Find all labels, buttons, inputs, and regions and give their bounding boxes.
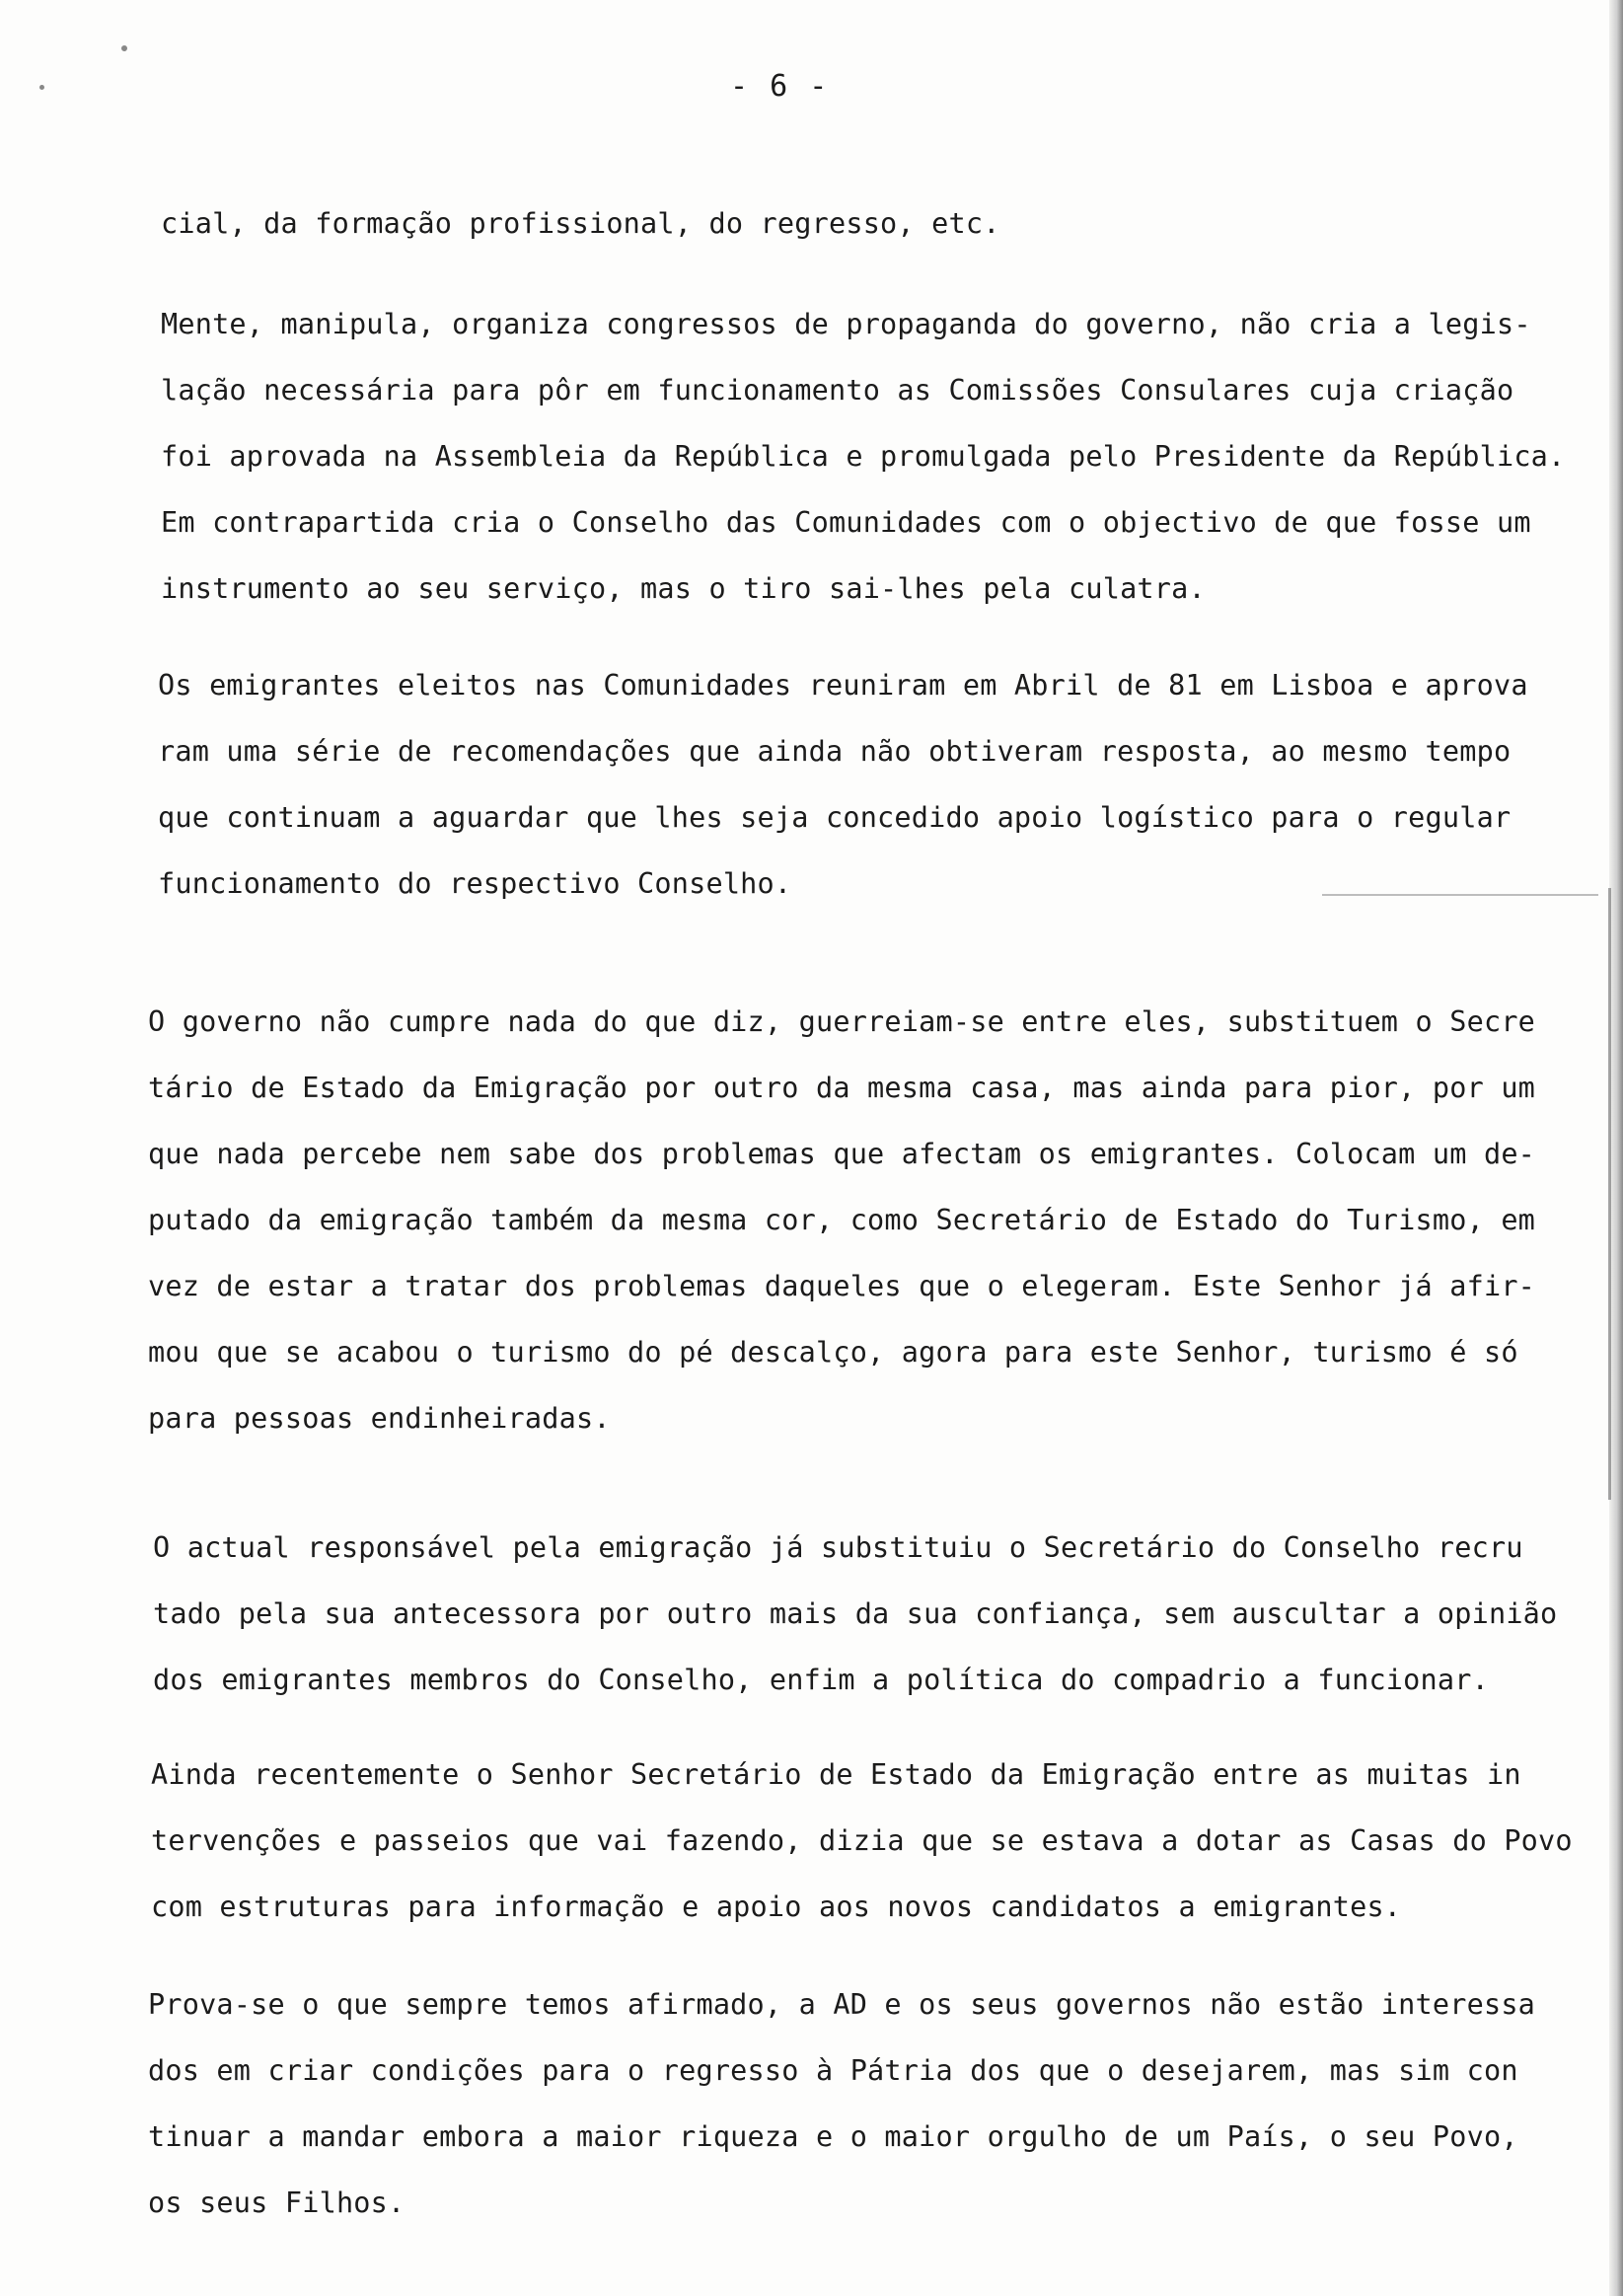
text-line: mou que se acabou o turismo do pé descalço, agora para este Senhor, turismo é só	[148, 1336, 1518, 1369]
text-line: ram uma série de recomendações que ainda não obtiveram resposta, ao mesmo tempo	[158, 735, 1512, 768]
text-line: tervenções e passeios que vai fazendo, dizia que se estava a dotar as Casas do Povo	[151, 1824, 1573, 1857]
scan-speck	[121, 45, 127, 51]
text-line: O actual responsável pela emigração já substituiu o Secretário do Conselho recru	[153, 1531, 1523, 1564]
paragraph	[161, 190, 1000, 257]
text-line: os seus Filhos.	[148, 2186, 406, 2219]
text-line: que continuam a aguardar que lhes seja concedido apoio logístico para o regular	[158, 801, 1512, 834]
paragraph	[148, 989, 1535, 1451]
text-line: Prova-se o que sempre temos afirmado, a AD e os seus governos não estão interessa	[148, 1988, 1536, 2021]
text-line: dos em criar condições para o regresso à Pátria dos que o desejarem, mas sim con	[148, 2054, 1518, 2087]
text-line: cial, da formação profissional, do regresso, etc.	[161, 207, 1000, 240]
text-line: putado da emigração também da mesma cor, como Secretário de Estado do Turismo, em	[148, 1204, 1536, 1236]
scan-speck	[39, 85, 44, 90]
paragraph	[158, 652, 1528, 917]
text-line: O governo não cumpre nada do que diz, guerreiam-se entre eles, substituem o Secre	[148, 1005, 1536, 1038]
text-line: com estruturas para informação e apoio aos novos candidatos a emigrantes.	[151, 1890, 1402, 1923]
scan-edge-mark	[1608, 888, 1611, 1500]
text-line: lação necessária para pôr em funcionamento as Comissões Consulares cuja criação	[161, 374, 1514, 407]
text-line: Os emigrantes eleitos nas Comunidades reuniram em Abril de 81 em Lisboa e aprova	[158, 669, 1528, 702]
text-line: dos emigrantes membros do Conselho, enfim a política do compadrio a funcionar.	[153, 1664, 1489, 1696]
paragraph	[153, 1515, 1557, 1713]
text-line: que nada percebe nem sabe dos problemas que afectam os emigrantes. Colocam um de-	[148, 1138, 1536, 1170]
text-line: instrumento ao seu serviço, mas o tiro sai-lhes pela culatra.	[161, 572, 1206, 605]
page-number: - 6 -	[730, 69, 830, 104]
text-line: vez de estar a tratar dos problemas daqueles que o elegeram. Este Senhor já afir-	[148, 1270, 1536, 1302]
text-line: Mente, manipula, organiza congressos de propaganda do governo, não cria a legis-	[161, 308, 1531, 340]
text-line: Ainda recentemente o Senhor Secretário de Estado da Emigração entre as muitas in	[151, 1758, 1521, 1791]
text-line: Em contrapartida cria o Conselho das Comunidades com o objectivo de que fosse um	[161, 506, 1531, 539]
text-line: tário de Estado da Emigração por outro da mesma casa, mas ainda para pior, por um	[148, 1072, 1536, 1104]
paragraph	[148, 1971, 1535, 2236]
paragraph	[151, 1741, 1573, 1940]
text-line: funcionamento do respectivo Conselho.	[158, 867, 792, 900]
text-line: foi aprovada na Assembleia da República e promulgada pelo Presidente da República.	[161, 440, 1566, 473]
text-line: para pessoas endinheiradas.	[148, 1402, 611, 1435]
text-line: tinuar a mandar embora a maior riqueza e o maior orgulho de um País, o seu Povo,	[148, 2120, 1518, 2153]
paragraph	[161, 291, 1565, 622]
text-line: tado pela sua antecessora por outro mais da sua confiança, sem auscultar a opinião	[153, 1597, 1558, 1630]
scan-edge-shadow	[1609, 0, 1623, 2296]
